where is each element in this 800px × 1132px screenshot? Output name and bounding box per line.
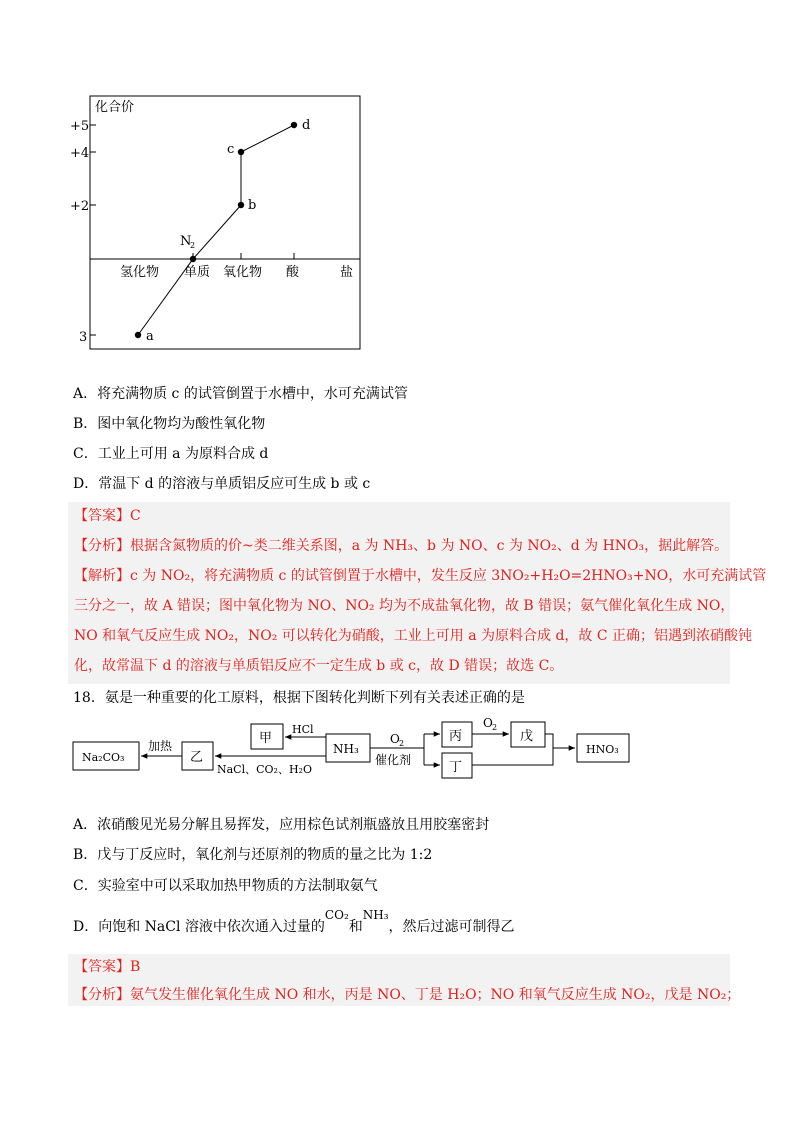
label-jia: 甲 [259,731,273,746]
y-tick-label-plus5: +5 [70,119,90,134]
point-label-n2: N [180,234,192,249]
valence-class-diagram [0,0,800,360]
label-ding: 丁 [449,760,463,775]
q18-option-d-suffix: ，然后过滤可制得乙 [388,919,515,935]
label-hcl: HCl [292,723,314,736]
q18-option-b: B．戊与丁反应时，氧化剂与还原剂的物质的量之比为 1:2 [73,847,433,863]
x-category-salt: 盐 [340,265,354,280]
label-yi: 乙 [190,750,204,765]
label-heat: 加热 [148,739,173,753]
q17-option-a: A．将充满物质 c 的试管倒置于水槽中，水可充满试管 [73,386,408,402]
q18-option-d [73,908,515,937]
q18-option-d-nh3: NH₃ [362,908,389,922]
point-d [291,122,297,128]
y-axis-label: 化合价 [95,100,135,115]
q18-analysis: 【分析】氨气发生催化氧化生成 NO 和水，丙是 NO、丁是 H₂O；NO 和氧气反应生成 NO₂，戊是 NO₂； [74,987,741,1003]
q18-answer: 【答案】B [74,959,141,975]
q18-option-c: C．实验室中可以采取加热甲物质的方法制取氨气 [73,878,378,894]
label-o2-sub: 2 [399,739,405,748]
q18-answer-block [68,954,741,1006]
label-o2b-sub: 2 [492,723,498,732]
q17-explanation-line-2: 三分之一，故 A 错误；图中氧化物为 NO、NO₂ 均为不成盐氧化物，故 B 错误；氨气催化氧化生成 NO， [74,598,735,614]
point-label-b: b [248,198,257,213]
label-catalyst: 催化剂 [375,753,412,767]
x-category-hydride: 氢化物 [120,265,160,280]
x-category-element: 单质 [184,265,211,280]
point-label-d: d [302,118,311,133]
q18-stem: 18．氨是一种重要的化工原料，根据下图转化判断下列有关表述正确的是 [73,690,525,706]
label-wu: 戊 [520,729,534,744]
valence-path-line [138,125,294,335]
q17-option-d: D．常温下 d 的溶液与单质铝反应可生成 b 或 c [73,476,371,492]
label-nh3: NH₃ [333,742,359,756]
label-hno3: HNO₃ [586,743,619,756]
label-na2co3: Na₂CO₃ [82,751,125,764]
point-a [135,332,141,338]
label-o2b: O [483,716,493,730]
y-tick-label-plus2: +2 [70,199,90,214]
q17-option-b: B．图中氧化物均为酸性氧化物 [73,416,266,432]
connector-wu-down [545,734,553,748]
point-label-n2-sub: 2 [190,241,196,250]
point-label-c: c [227,142,235,157]
q17-option-c: C．工业上可用 a 为原料合成 d [73,446,269,462]
q18-option-a: A．浓硝酸见光易分解且易挥发，应用棕色试剂瓶盛放且用胶塞密封 [73,817,490,833]
point-c [238,149,244,155]
label-bing: 丙 [449,729,463,744]
q18-option-d-and: 和 [348,919,363,935]
q17-explanation-line-3: NO 和氧气反应生成 NO₂，NO₂ 可以转化为硝酸，工业上可用 a 为原料合成 d，故 C 正确；铝遇到浓硝酸钝 [74,628,753,644]
connector-ding-right [472,748,553,765]
point-label-a: a [146,329,154,344]
q17-explanation-line-1: 【解析】c 为 NO₂，将充满物质 c 的试管倒置于水槽中，发生反应 3NO₂+H₂O=2HNO₃+NO，水可充满试管 [74,568,767,584]
y-tick-label-plus4: +4 [70,146,90,161]
x-category-acid: 酸 [286,265,300,280]
q18-option-d-prefix: D．向饱和 NaCl 溶液中依次通入过量的 [73,919,325,935]
q17-answer: 【答案】C [74,508,141,524]
point-n2 [190,256,196,262]
q17-analysis: 【分析】根据含氮物质的价~类二维关系图，a 为 NH₃、b 为 NO、c 为 NO₂、d 为 HNO₃，据此解答。 [74,538,729,554]
label-o2: O [390,732,400,746]
label-conditions: NaCl、CO₂、H₂O [217,763,312,776]
y-tick-label-minus3: 3 [79,330,88,345]
q18-option-d-co2: CO₂ [324,908,349,922]
q18-conversion-diagram [0,710,800,790]
point-b [238,202,244,208]
x-category-oxide: 氧化物 [223,265,263,280]
q17-answer-block [68,502,767,684]
q17-explanation-line-4: 化，故常温下 d 的溶液与单质铝反应不一定生成 b 或 c，故 D 错误；故选 C。 [74,658,564,674]
